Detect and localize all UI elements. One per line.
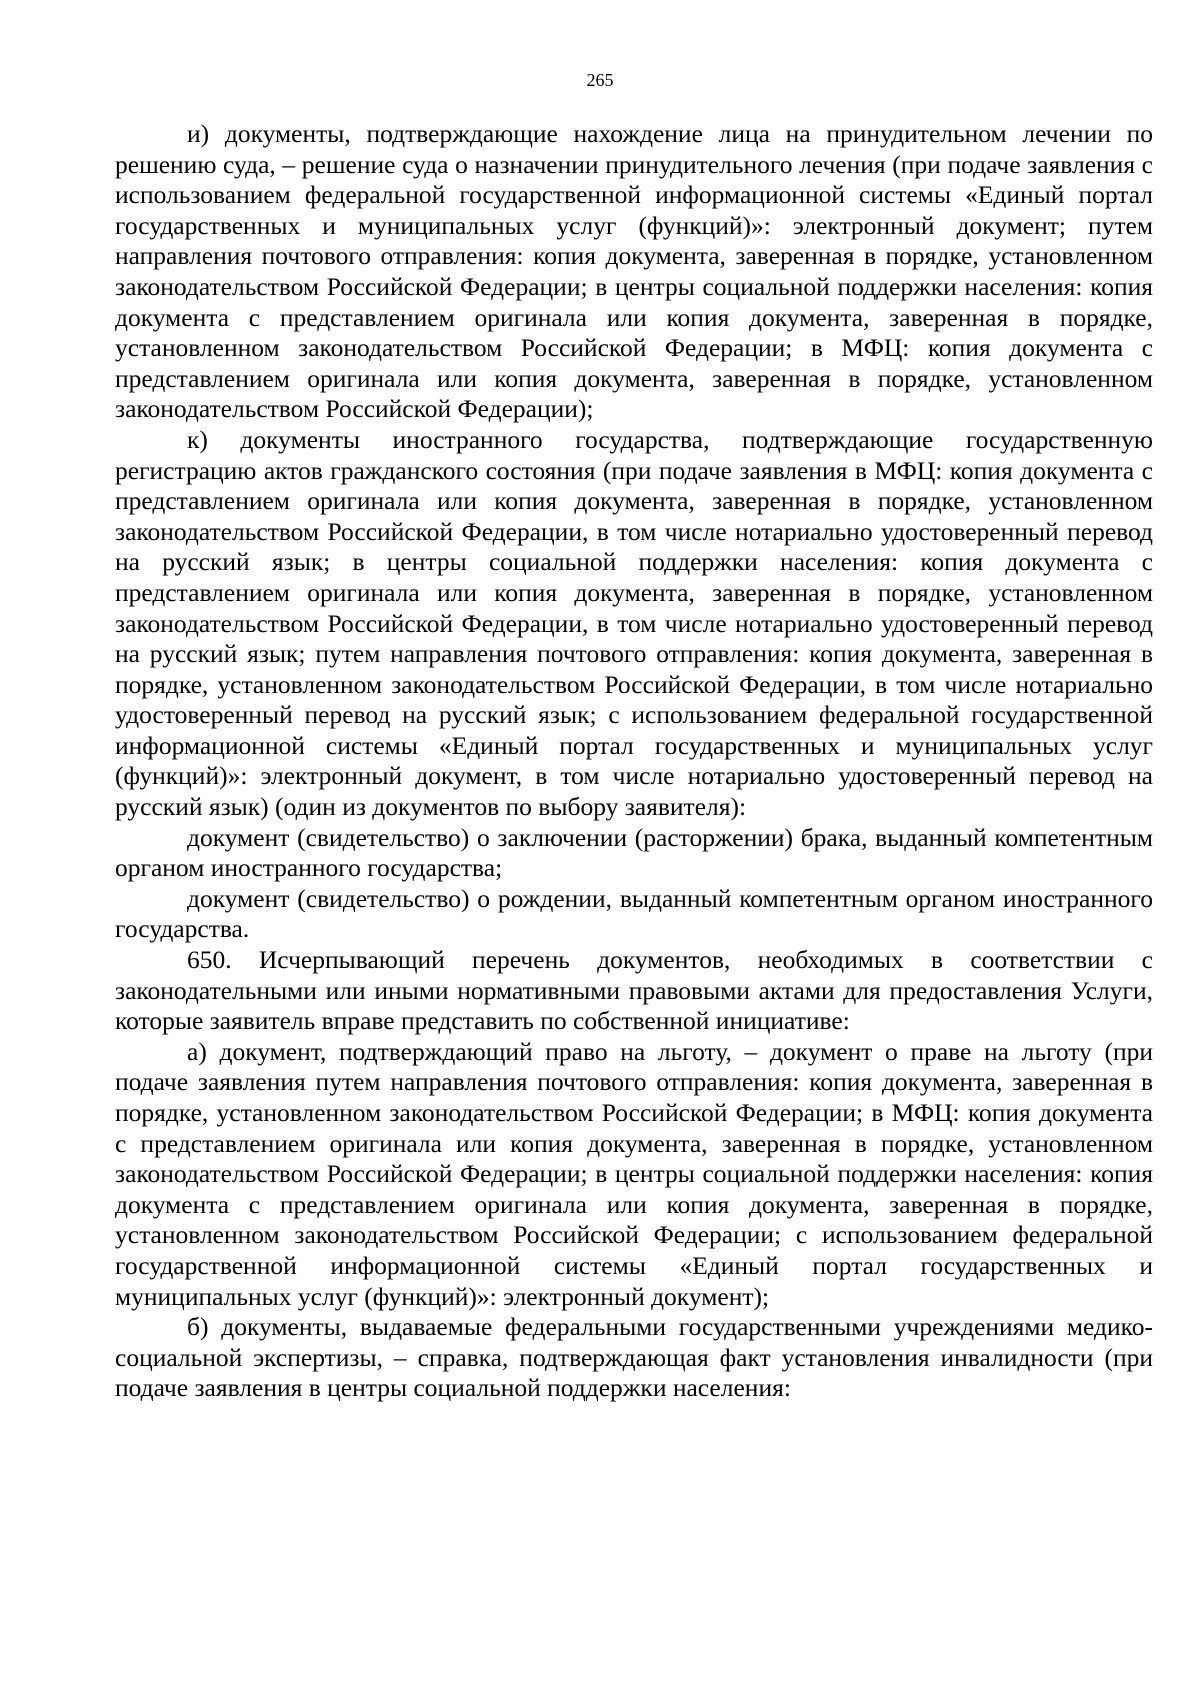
paragraph-item-b: б) документы, выдаваемые федеральными государственными учреждениями медико-социальной экспертизы, – справка, подтверждающая факт установления инвалидности (при подаче заявления в центры социальной поддержки населения:	[115, 1312, 1153, 1403]
paragraph-item-a: а) документ, подтверждающий право на льготу, – документ о праве на льготу (при подаче заявления путем направления почтового отправления: копия документа, заверенная в порядке, установленном законодательством Российской Федерации; в МФЦ: копия документа с представлением оригинала или копия документа, заверенная в порядке, установленном законодательством Российской Федерации; в центры социальной поддержки населения: копия документа с представлением оригинала или копия документа, заверенная в порядке, установленном законодательством Российской Федерации; с использованием федеральной государственной информационной системы «Единый портал государственных и муниципальных услуг (функций)»: электронный документ);	[115, 1036, 1153, 1311]
paragraph-birth-certificate: документ (свидетельство) о рождении, выданный компетентным органом иностранного государства.	[115, 883, 1153, 944]
paragraph-item-k: к) документы иностранного государства, подтверждающие государственную регистрацию актов гражданского состояния (при подаче заявления в МФЦ: копия документа с представлением оригинала или копия документа, заверенная в порядке, установленном законодательством Российской Федерации, в том числе нотариально удостоверенный перевод на русский язык; в центры социальной поддержки населения: копия документа с представлением оригинала или копия документа, заверенная в порядке, установленном законодательством Российской Федерации, в том числе нотариально удостоверенный перевод на русский язык; путем направления почтового отправления: копия документа, заверенная в порядке, установленном законодательством Российской Федерации, в том числе нотариально удостоверенный перевод на русский язык; с использованием федеральной государственной информационной системы «Единый портал государственных и муниципальных услуг (функций)»: электронный документ, в том числе нотариально удостоверенный перевод на русский язык) (один из документов по выбору заявителя):	[115, 424, 1153, 822]
paragraph-marriage-certificate: документ (свидетельство) о заключении (расторжении) брака, выданный компетентным органом иностранного государства;	[115, 822, 1153, 883]
document-body	[115, 119, 1153, 1404]
paragraph-item-i: и) документы, подтверждающие нахождение лица на принудительном лечении по решению суда, – решение суда о назначении принудительного лечения (при подаче заявления с использованием федеральной государственной информационной системы «Единый портал государственных и муниципальных услуг (функций)»: электронный документ; путем направления почтового отправления: копия документа, заверенная в порядке, установленном законодательством Российской Федерации; в центры социальной поддержки населения: копия документа с представлением оригинала или копия документа, заверенная в порядке, установленном законодательством Российской Федерации; в МФЦ: копия документа с представлением оригинала или копия документа, заверенная в порядке, установленном законодательством Российской Федерации);	[115, 119, 1153, 424]
page-number: 265	[586, 70, 614, 90]
paragraph-650: 650. Исчерпывающий перечень документов, необходимых в соответствии с законодательными или иными нормативными правовыми актами для предоставления Услуги, которые заявитель вправе представить по собственной инициативе:	[115, 945, 1153, 1036]
